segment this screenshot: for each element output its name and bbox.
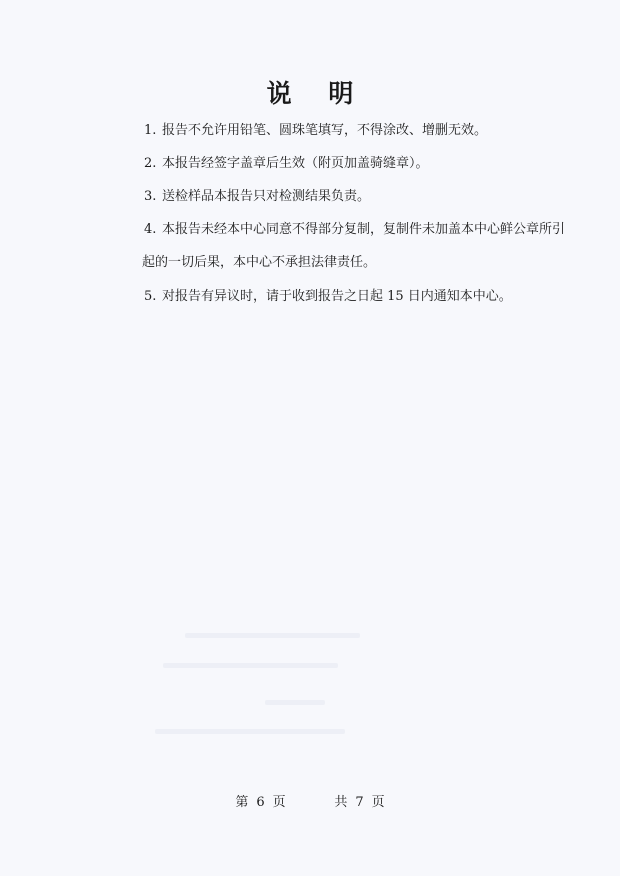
note-number: 4. [144, 222, 157, 237]
note-text: 送检样品本报告只对检测结果负责。 [162, 189, 371, 204]
note-number: 5. [144, 289, 157, 304]
note-text: 本报告经签字盖章后生效（附页加盖骑缝章）。 [162, 156, 429, 171]
page-number: 6 [256, 795, 265, 810]
note-text: 报告不允许用铅笔、圆珠笔填写，不得涂改、增删无效。 [162, 123, 488, 138]
note-item-4 [142, 213, 566, 279]
note-item-5 [144, 280, 560, 313]
page-title: 说 明 [266, 79, 368, 108]
note-text: 对报告有异议时，请于收到报告之日起 15 日内通知本中心。 [162, 289, 512, 304]
note-item-1 [144, 114, 560, 147]
note-number: 1. [144, 123, 157, 138]
page-unit: 页 [272, 795, 286, 810]
bleed-through-mark [155, 729, 345, 734]
note-number: 2. [144, 156, 157, 171]
note-text: 本报告未经本中心同意不得部分复制，复制件未加盖本中心鲜公章所引 [162, 222, 566, 237]
note-number: 3. [144, 189, 157, 204]
bleed-through-mark [163, 663, 338, 668]
page-footer [0, 791, 620, 810]
page-label: 第 [235, 795, 249, 810]
total-unit: 页 [371, 795, 385, 810]
note-item-2 [144, 147, 560, 180]
note-item-3 [144, 180, 560, 213]
note-text-continuation: 起的一切后果，本中心不承担法律责任。 [142, 255, 377, 270]
bleed-through-mark [265, 700, 325, 705]
bleed-through-mark [185, 633, 360, 638]
total-label: 共 [334, 795, 348, 810]
total-pages: 7 [355, 795, 364, 810]
